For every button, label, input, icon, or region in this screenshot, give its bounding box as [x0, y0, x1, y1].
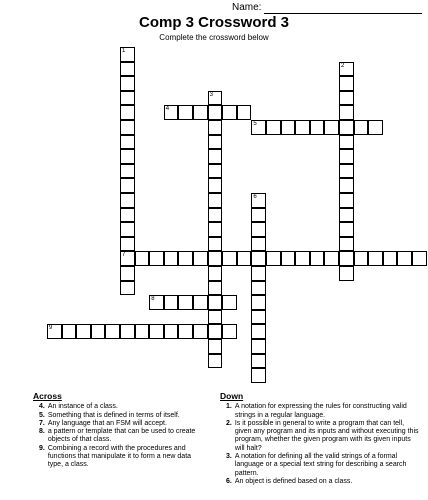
clue-item [220, 420, 420, 453]
grid-cell[interactable] [164, 324, 179, 339]
cell-number: 5 [253, 121, 257, 127]
grid-cell[interactable] [237, 251, 252, 266]
grid-cell[interactable] [164, 251, 179, 266]
grid-cell[interactable] [251, 222, 266, 237]
grid-cell[interactable] [178, 295, 193, 310]
grid-cell[interactable] [120, 135, 135, 150]
across-heading: Across [33, 391, 62, 401]
grid-cell[interactable] [178, 251, 193, 266]
grid-cell[interactable] [135, 324, 150, 339]
grid-cell[interactable] [208, 164, 223, 179]
grid-cell[interactable] [208, 105, 223, 120]
grid-cell[interactable] [208, 251, 223, 266]
clue-number: 8. [39, 428, 45, 436]
clue-item [33, 403, 205, 411]
grid-cell[interactable] [62, 324, 77, 339]
clue-number: 6. [226, 477, 232, 485]
grid-cell[interactable] [120, 76, 135, 91]
clue-text: An instance of a class. [47, 403, 118, 411]
grid-cell[interactable] [120, 62, 135, 77]
cell-number: 1 [122, 48, 126, 54]
clue-text: Any language that an FSM will accept. [47, 419, 167, 427]
grid-cell[interactable] [208, 266, 223, 281]
clue-item [33, 412, 205, 420]
grid-cell[interactable] [222, 295, 237, 310]
grid-cell[interactable] [281, 251, 296, 266]
grid-cell[interactable] [120, 324, 135, 339]
clue-number: 7. [39, 419, 45, 427]
grid-cell[interactable] [47, 324, 62, 339]
grid-cell[interactable] [251, 237, 266, 252]
clue-number: 1. [226, 403, 232, 411]
grid-cell[interactable] [135, 251, 150, 266]
grid-cell[interactable] [324, 251, 339, 266]
clue-number: 2. [226, 419, 232, 427]
grid-cell[interactable] [208, 193, 223, 208]
grid-cell[interactable] [368, 251, 383, 266]
grid-cell[interactable] [178, 105, 193, 120]
grid-cell[interactable] [164, 105, 179, 120]
grid-cell[interactable] [339, 62, 354, 77]
grid-cell[interactable] [251, 251, 266, 266]
cell-number: 2 [341, 62, 345, 69]
grid-cell[interactable] [120, 47, 135, 62]
clue-item [220, 403, 420, 420]
grid-cell[interactable] [339, 135, 354, 150]
grid-cell[interactable] [251, 310, 266, 325]
grid-cell[interactable] [120, 237, 135, 252]
grid-cell[interactable] [339, 222, 354, 237]
grid-cell[interactable] [120, 91, 135, 106]
grid-cell[interactable] [208, 120, 223, 135]
grid-cell[interactable] [339, 208, 354, 223]
grid-cell[interactable] [208, 91, 223, 106]
grid-cell[interactable] [120, 178, 135, 193]
grid-cell[interactable] [120, 193, 135, 208]
clue-text: Is it possible in general to write a program that can tell, given any program and its inputs and without executing this program, whether the given program with its given inputs will halt? [234, 419, 419, 452]
grid-cell[interactable] [149, 251, 164, 266]
grid-cell[interactable] [91, 324, 106, 339]
clue-number: 9. [39, 444, 45, 452]
grid-cell[interactable] [76, 324, 91, 339]
page-subtitle: Complete the crossword below [159, 33, 269, 42]
grid-cell[interactable] [339, 266, 354, 281]
clue-text: An object is defined based on a class. [234, 477, 353, 485]
grid-cell[interactable] [208, 281, 223, 296]
clue-text: A notation for expressing the rules for constructing valid strings in a regular language. [234, 403, 407, 419]
clue-text: a pattern or template that can be used to create objects of that class. [47, 428, 196, 444]
grid-cell[interactable] [149, 324, 164, 339]
grid-cell[interactable] [251, 193, 266, 208]
grid-cell[interactable] [120, 281, 135, 296]
down-list [220, 403, 420, 486]
grid-cell[interactable] [222, 324, 237, 339]
grid-cell[interactable] [237, 105, 252, 120]
grid-cell[interactable] [193, 251, 208, 266]
grid-cell[interactable] [251, 354, 266, 369]
grid-cell[interactable] [339, 164, 354, 179]
grid-cell[interactable] [412, 251, 427, 266]
grid-cell[interactable] [120, 105, 135, 120]
cell-number: 8 [151, 296, 155, 303]
grid-cell[interactable] [120, 208, 135, 223]
cell-number: 4 [165, 106, 170, 113]
grid-cell[interactable] [208, 135, 223, 150]
grid-cell[interactable] [120, 149, 135, 164]
grid-cell[interactable] [208, 310, 223, 325]
grid-cell[interactable] [251, 208, 266, 223]
grid-cell[interactable] [251, 339, 266, 354]
grid-cell[interactable] [208, 222, 223, 237]
grid-cell[interactable] [339, 178, 354, 193]
grid-cell[interactable] [354, 251, 369, 266]
grid-cell[interactable] [339, 193, 354, 208]
cell-number: 6 [253, 194, 257, 200]
clue-number: 4. [39, 403, 45, 411]
grid-cell[interactable] [310, 251, 325, 266]
clue-item [220, 478, 420, 486]
grid-cell[interactable] [208, 149, 223, 164]
across-clues [33, 392, 205, 470]
grid-cell[interactable] [339, 251, 354, 266]
grid-cell[interactable] [310, 120, 325, 135]
across-list [33, 403, 205, 469]
grid-cell[interactable] [120, 120, 135, 135]
grid-cell[interactable] [120, 222, 135, 237]
grid-cell[interactable] [251, 120, 266, 135]
grid-cell[interactable] [295, 251, 310, 266]
cell-number: 7 [122, 252, 126, 259]
grid-cell[interactable] [251, 281, 266, 296]
grid-cell[interactable] [251, 295, 266, 310]
clue-text: Something that is defined in terms of itself. [47, 411, 180, 419]
grid-cell[interactable] [193, 295, 208, 310]
clue-number: 3. [226, 453, 232, 461]
grid-cell[interactable] [339, 76, 354, 91]
grid-cell[interactable] [397, 251, 412, 266]
clue-item [220, 453, 420, 478]
grid-cell[interactable] [368, 120, 383, 135]
clue-item [33, 428, 205, 445]
grid-cell[interactable] [266, 120, 281, 135]
grid-cell[interactable] [120, 266, 135, 281]
name-label: Name: [232, 2, 262, 13]
grid-cell[interactable] [339, 149, 354, 164]
grid-cell[interactable] [208, 237, 223, 252]
grid-cell[interactable] [120, 164, 135, 179]
down-clues [220, 392, 420, 486]
grid-cell[interactable] [149, 295, 164, 310]
grid-cell[interactable] [193, 105, 208, 120]
grid-cell[interactable] [251, 324, 266, 339]
grid-cell[interactable] [324, 120, 339, 135]
grid-cell[interactable] [339, 237, 354, 252]
grid-cell[interactable] [295, 120, 310, 135]
grid-cell[interactable] [193, 324, 208, 339]
grid-cell[interactable] [251, 368, 266, 383]
grid-cell[interactable] [105, 324, 120, 339]
clue-item [33, 445, 205, 470]
clue-item [33, 420, 205, 428]
grid-cell[interactable] [339, 120, 354, 135]
grid-cell[interactable] [178, 324, 193, 339]
grid-cell[interactable] [208, 339, 223, 354]
grid-cell[interactable] [208, 178, 223, 193]
clue-text: Combining a record with the procedures and functions that manipulate it to form a new data type, a class. [47, 444, 192, 469]
grid-cell[interactable] [222, 105, 237, 120]
grid-cell[interactable] [339, 105, 354, 120]
grid-cell[interactable] [120, 251, 135, 266]
page-title: Comp 3 Crossword 3 [138, 14, 290, 31]
clue-number: 5. [39, 411, 45, 419]
grid-cell[interactable] [383, 251, 398, 266]
cell-number: 3 [209, 91, 213, 98]
grid-cell[interactable] [251, 266, 266, 281]
grid-cell[interactable] [208, 354, 223, 369]
grid-cell[interactable] [266, 251, 281, 266]
grid-cell[interactable] [222, 251, 237, 266]
clue-text: A notation for defining all the valid strings of a formal language or a special text string for describing a search pattern. [234, 453, 407, 477]
down-heading: Down [220, 391, 244, 401]
grid-cell[interactable] [281, 120, 296, 135]
grid-cell[interactable] [164, 295, 179, 310]
grid-cell[interactable] [208, 208, 223, 223]
cell-number: 9 [49, 325, 53, 332]
grid-cell[interactable] [208, 295, 223, 310]
grid-cell[interactable] [354, 120, 369, 135]
grid-cell[interactable] [208, 324, 223, 339]
grid-cell[interactable] [339, 91, 354, 106]
